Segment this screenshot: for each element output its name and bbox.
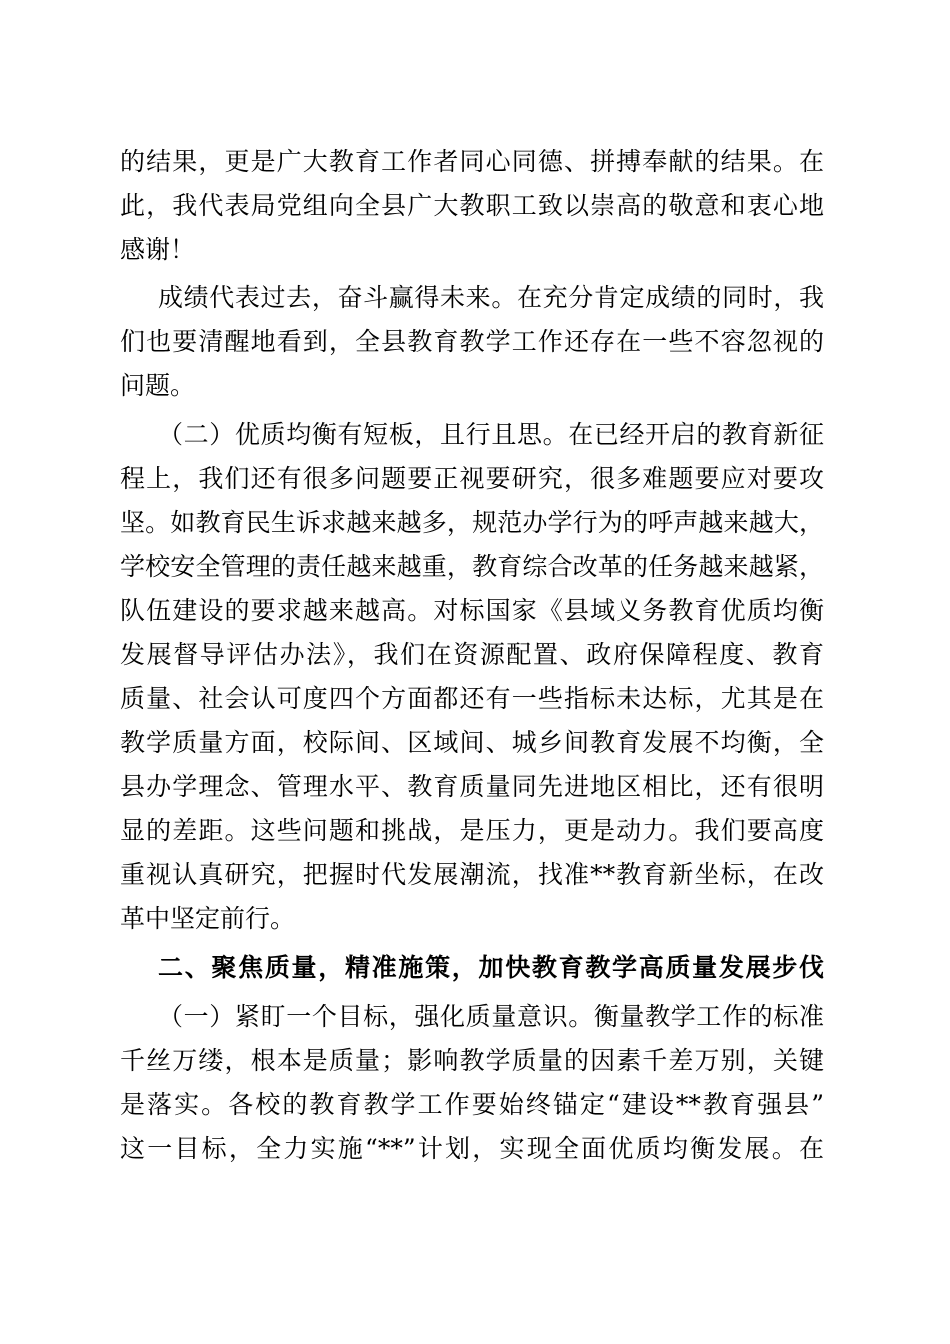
paragraph-first-line: （一）紧盯一个目标，强化质量意识。衡量教学工作的标准 <box>158 1002 824 1031</box>
text-line: 重视认真研究，把握时代发展潮流，找准**教育新坐标，在改 <box>120 860 824 889</box>
text-line: 学校安全管理的责任越来越重，教育综合改革的任务越来越紧， <box>120 552 824 581</box>
paragraph-first-line: 成绩代表过去，奋斗赢得未来。在充分肯定成绩的同时，我 <box>158 283 824 312</box>
text-line: 坚。如教育民生诉求越来越多，规范办学行为的呼声越来越大， <box>120 508 824 537</box>
section-heading: 二、聚焦质量，精准施策，加快教育教学高质量发展步伐 <box>158 953 824 982</box>
paragraph-first-line: （二）优质均衡有短板，且行且思。在已经开启的教育新征 <box>158 420 824 449</box>
text-line: 革中坚定前行。 <box>120 904 296 933</box>
text-line: 这一目标，全力实施“**”计划，实现全面优质均衡发展。在 <box>120 1134 824 1163</box>
text-line: 质量、社会认可度四个方面都还有一些指标未达标，尤其是在 <box>120 684 824 713</box>
text-line: 是落实。各校的教育教学工作要始终锚定“建设**教育强县” <box>120 1090 824 1119</box>
text-line: 发展督导评估办法》，我们在资源配置、政府保障程度、教育 <box>120 640 824 669</box>
text-line: 问题。 <box>120 371 196 400</box>
text-line: 千丝万缕，根本是质量；影响教学质量的因素千差万别，关键 <box>120 1046 824 1075</box>
text-line: 教学质量方面，校际间、区域间、城乡间教育发展不均衡，全 <box>120 728 824 757</box>
text-line: 显的差距。这些问题和挑战，是压力，更是动力。我们要高度 <box>120 816 824 845</box>
text-line: 此，我代表局党组向全县广大教职工致以崇高的敬意和衷心地 <box>120 191 824 220</box>
text-line: 感谢！ <box>120 235 196 264</box>
text-line: 们也要清醒地看到，全县教育教学工作还存在一些不容忽视的 <box>120 327 824 356</box>
text-line: 队伍建设的要求越来越高。对标国家《县域义务教育优质均衡 <box>120 596 824 625</box>
text-line: 县办学理念、管理水平、教育质量同先进地区相比，还有很明 <box>120 772 824 801</box>
text-line: 的结果，更是广大教育工作者同心同德、拼搏奉献的结果。在 <box>120 147 824 176</box>
text-line: 程上，我们还有很多问题要正视要研究，很多难题要应对要攻 <box>120 464 824 493</box>
